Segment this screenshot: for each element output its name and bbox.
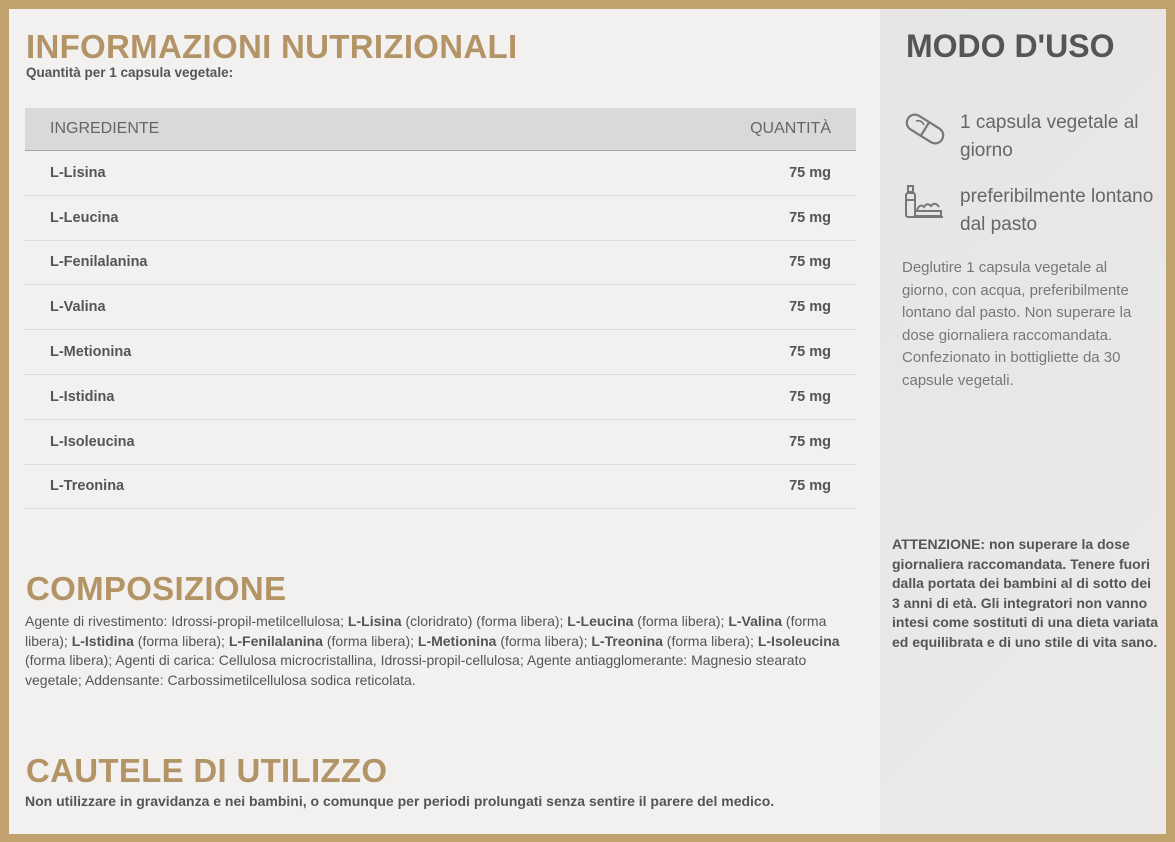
ingredient-quantity: 75 mg [789, 164, 831, 181]
table-row [25, 196, 856, 241]
usage-title: MODO D'USO [906, 28, 1115, 64]
composition-segment: (forma libera); [662, 632, 758, 649]
usage-panel [880, 9, 1166, 834]
composition-ingredient: L-Treonina [591, 632, 663, 649]
composition-ingredient: L-Lisina [347, 613, 402, 629]
ingredient-name: L-Lisina [50, 164, 106, 181]
composition-ingredient: L-Isoleucina [757, 632, 840, 649]
warning-text [892, 535, 1162, 652]
meal-icon [901, 183, 949, 223]
composition-text [25, 612, 861, 690]
ingredient-name: L-Metionina [50, 344, 132, 361]
ingredient-quantity: 75 mg [789, 254, 831, 271]
nutrition-subtitle: Quantità per 1 capsula vegetale: [26, 65, 234, 80]
ingredient-name: L-Leucina [50, 209, 119, 226]
table-row [25, 151, 856, 196]
composition-ingredient: L-Metionina [417, 632, 497, 649]
ingredient-quantity: 75 mg [789, 299, 831, 316]
table-row [25, 420, 856, 465]
composition-ingredient: L-Istidina [71, 632, 134, 649]
composition-segment: (forma libera); [633, 613, 729, 629]
composition-title: COMPOSIZIONE [26, 570, 287, 607]
usage-description: Deglutire 1 capsula vegetale al giorno, con acqua, preferibilmente lontano dal pasto. Non superare la dose giornaliera raccomandata. Confezionato in bottigliette da 30 capsule vegetali. [902, 259, 1132, 389]
composition-ingredient: L-Leucina [567, 613, 634, 629]
page-frame [9, 9, 1166, 834]
table-row [25, 285, 856, 330]
composition-segment: (forma libera); [133, 632, 229, 649]
composition-segment: (forma libera); [496, 632, 592, 649]
table-row [25, 465, 856, 510]
nutrition-table [25, 108, 856, 509]
usage-item-meal [901, 183, 1160, 239]
ingredient-quantity: 75 mg [789, 478, 831, 495]
ingredient-quantity: 75 mg [789, 433, 831, 450]
ingredient-quantity: 75 mg [789, 388, 831, 405]
table-row [25, 241, 856, 286]
ingredient-name: L-Fenilalanina [50, 254, 148, 271]
usage-item-capsule [901, 109, 1160, 165]
nutrition-title: INFORMAZIONI NUTRIZIONALI [26, 28, 518, 65]
capsule-icon [901, 109, 949, 149]
table-body [25, 151, 856, 509]
main-panel [9, 9, 880, 834]
cautions-title: CAUTELE DI UTILIZZO [26, 752, 388, 789]
composition-ingredient: L-Valina [728, 613, 783, 629]
usage-item-text: 1 capsula vegetale al giorno [960, 112, 1139, 161]
ingredient-name: L-Valina [50, 299, 106, 316]
column-header-ingredient: INGREDIENTE [50, 120, 160, 137]
warning-body: non superare la dose giornaliera raccomandata. Tenere fuori dalla portata dei bambini al di sotto dei 3 anni di età. Gli integratori non vanno intesi come sostituti di una dieta variata ed equilibrata e di uno stile di vita sano. [892, 536, 1159, 650]
composition-ingredient: L-Fenilalanina [228, 632, 323, 649]
warning-label: ATTENZIONE: [892, 536, 986, 552]
usage-item-text: preferibilmente lontano dal pasto [960, 186, 1154, 235]
composition-segment: Agente di rivestimento: Idrossi-propil-metilcellulosa; [25, 613, 348, 629]
table-header [25, 108, 856, 151]
composition-segment: (cloridrato) (forma libera); [401, 613, 568, 629]
table-row [25, 330, 856, 375]
column-header-quantity: QUANTITÀ [750, 120, 831, 137]
composition-segment: (forma libera); [322, 632, 418, 649]
table-row [25, 375, 856, 420]
ingredient-name: L-Isoleucina [50, 433, 135, 450]
composition-segment: (forma libera); Agenti di carica: Cellulosa microcristallina, Idrossi-propil-cellulosa; Agente antiagglomerante: Magnesio stearato vegetale; Addensante: Carbossimetilcellulosa sodica reticolata. [25, 652, 807, 688]
composition-segment: (forma libera); [25, 613, 827, 649]
ingredient-quantity: 75 mg [789, 209, 831, 226]
ingredient-name: L-Treonina [50, 478, 125, 495]
ingredient-quantity: 75 mg [789, 344, 831, 361]
ingredient-name: L-Istidina [50, 388, 115, 405]
cautions-text: Non utilizzare in gravidanza e nei bambini, o comunque per periodi prolungati senza sentire il parere del medico. [25, 793, 775, 809]
